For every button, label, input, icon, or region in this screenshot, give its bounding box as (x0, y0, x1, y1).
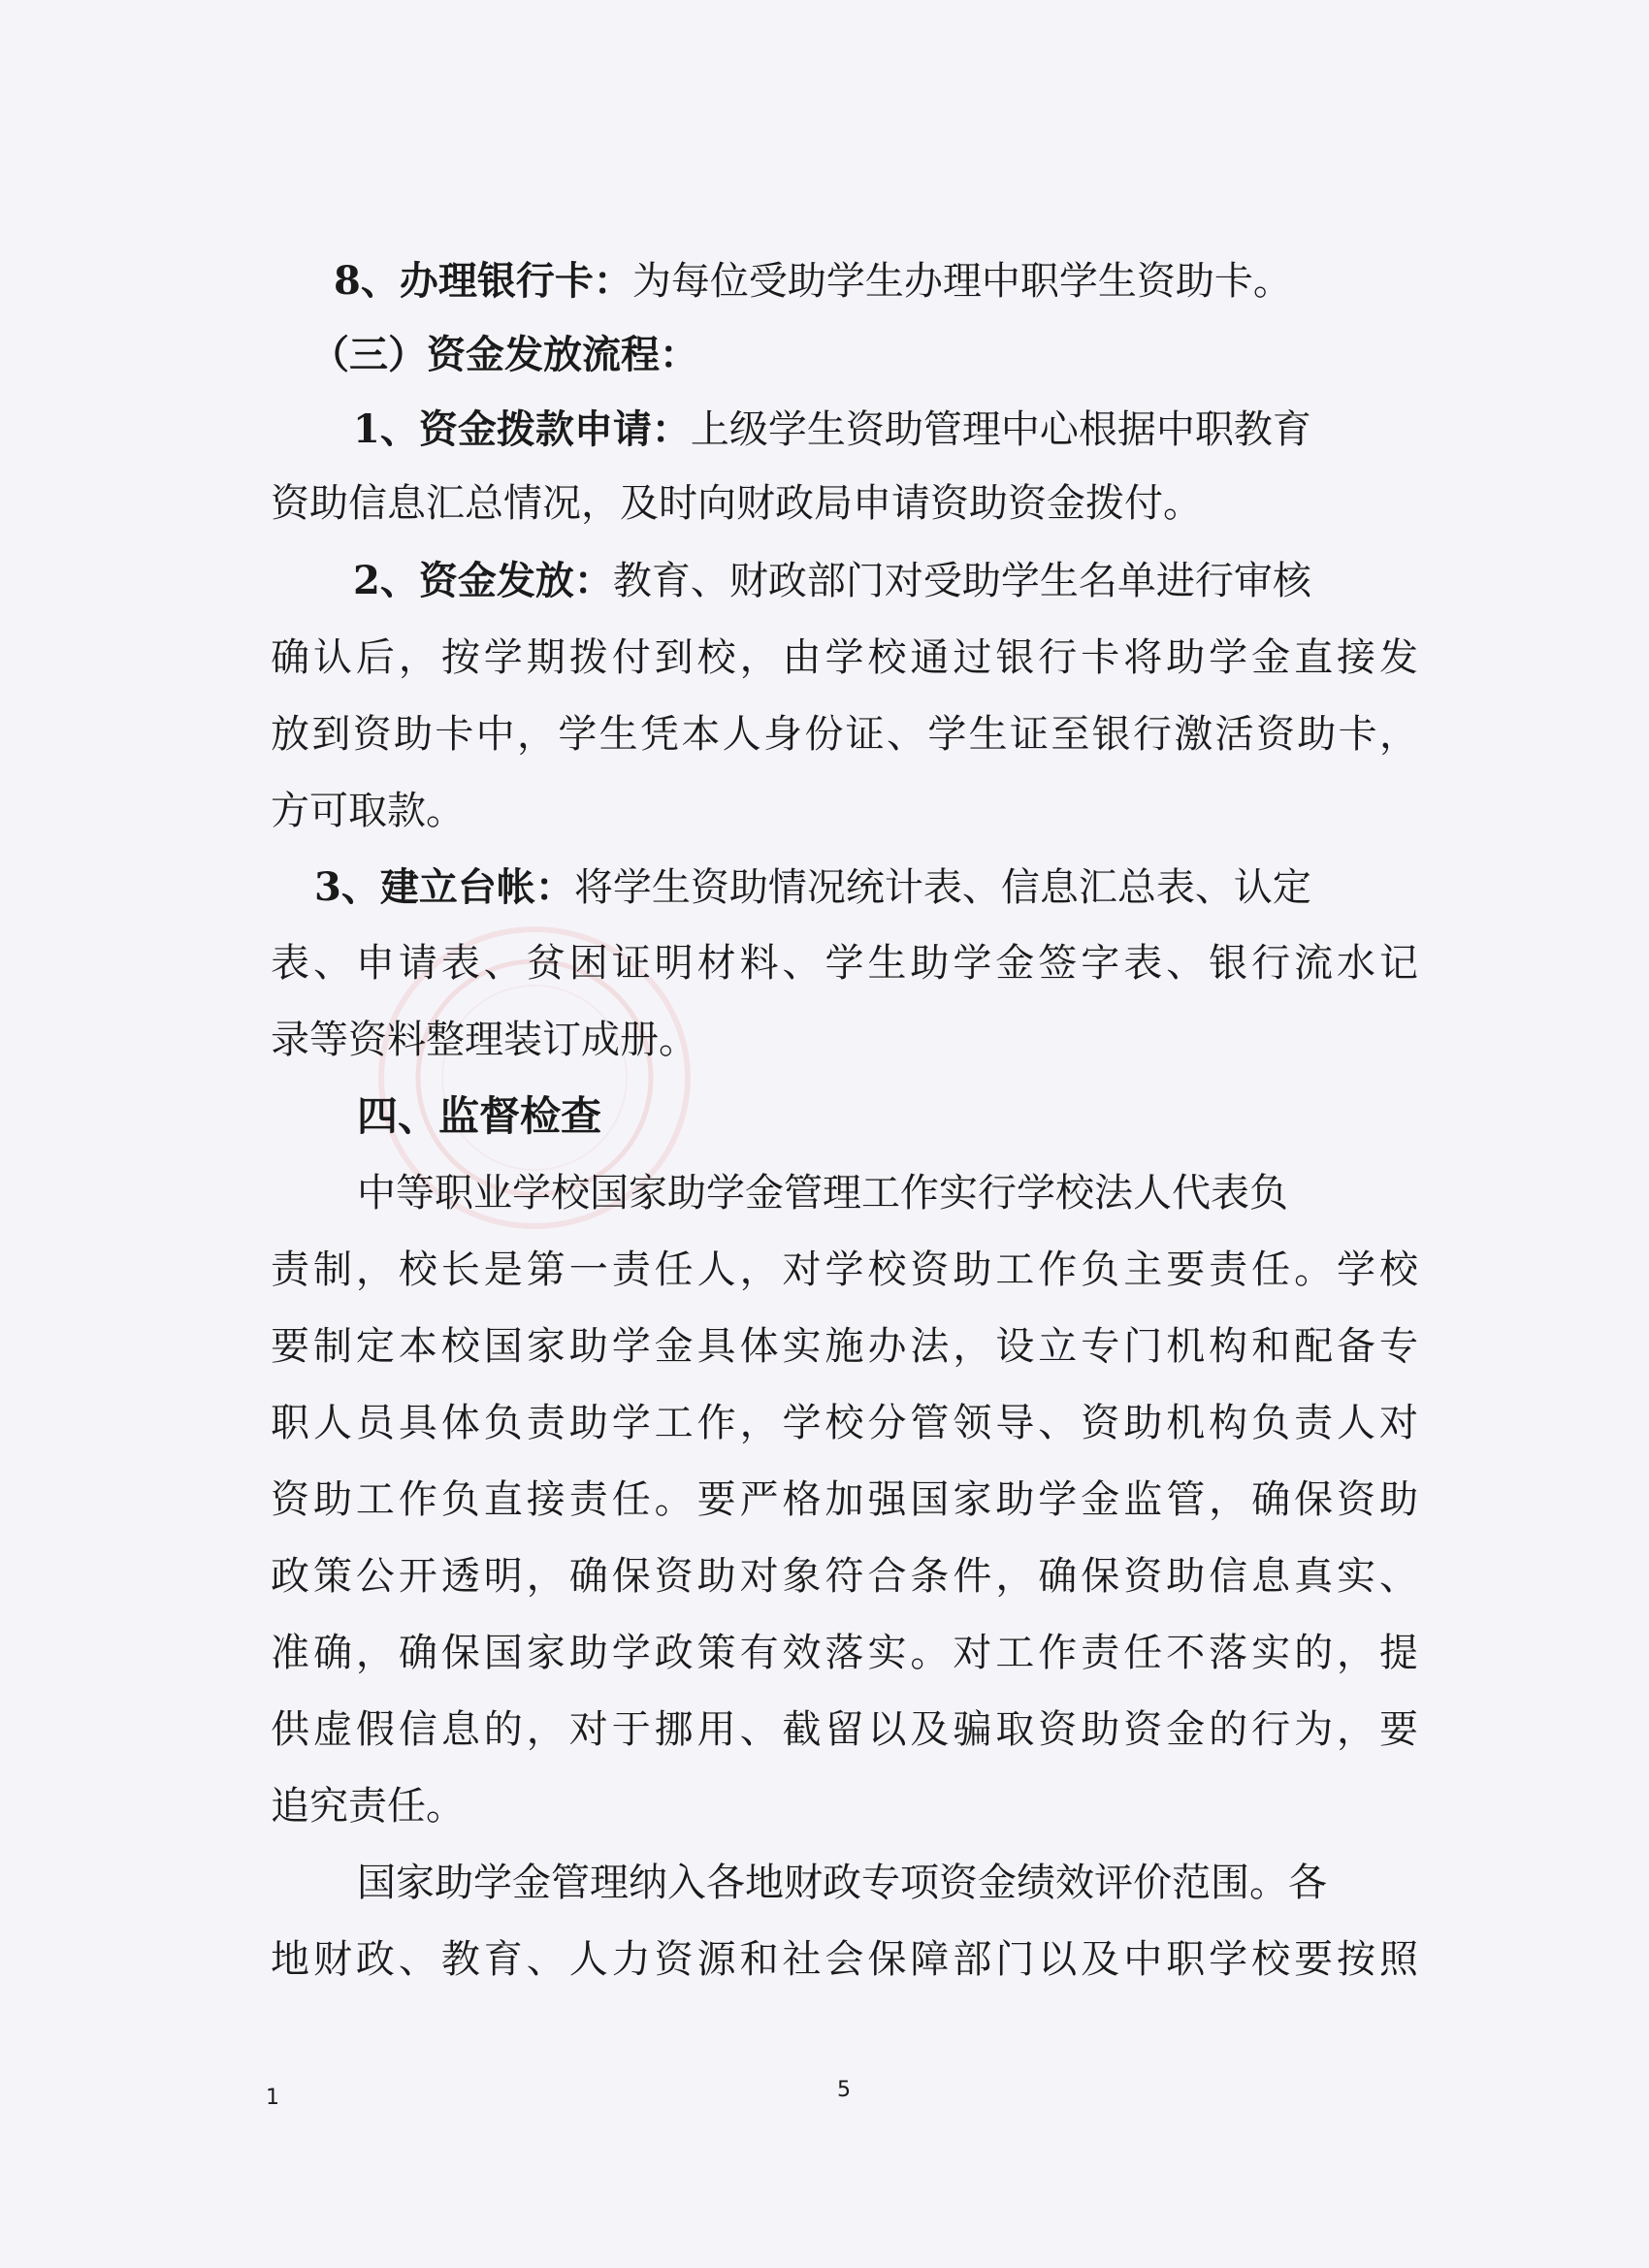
line-16: 职人员具体负责助学工作，学校分管领导、资助机构负责人对 (271, 1401, 1418, 1445)
section-heading-supervision: 四、监督检查 (357, 1092, 602, 1140)
line-11: 录等资料整理装订成册。 (271, 1018, 697, 1062)
line-17: 资助工作负直接责任。要严格加强国家助学金监管，确保资助 (271, 1477, 1418, 1522)
line-4: 资助信息汇总情况，及时向财政局申请资助资金拨付。 (271, 481, 1202, 526)
line-10: 表、申请表、贫困证明材料、学生助学金签字表、银行流水记 (271, 941, 1418, 986)
line-5-heading: 2、资金发放： (353, 558, 613, 603)
line-5 (353, 554, 1311, 608)
line-7: 放到资助卡中，学生凭本人身份证、学生证至银行激活资助卡， (271, 712, 1418, 757)
line-15: 要制定本校国家助学金具体实施办法，设立专门机构和配备专 (271, 1324, 1418, 1369)
section-heading-funds-flow: （三）资金发放流程： (310, 332, 698, 377)
line-20: 供虚假信息的，对于挪用、截留以及骗取资助资金的行为，要 (271, 1707, 1418, 1752)
line-23: 地财政、教育、人力资源和社会保障部门以及中职学校要按照 (271, 1937, 1418, 1982)
line-22: 国家助学金管理纳入各地财政专项资金绩效评价范围。各 (357, 1861, 1327, 1905)
line-3-text: 上级学生资助管理中心根据中职教育 (690, 407, 1311, 452)
line-14: 责制，校长是第一责任人，对学校资助工作负主要责任。学校 (271, 1247, 1418, 1292)
line-1-text: 为每位受助学生办理中职学生资助卡。 (631, 259, 1292, 304)
footer-left-number: 1 (266, 2086, 279, 2110)
line-3-heading: 1、资金拨款申请： (353, 406, 691, 452)
line-1 (334, 254, 1292, 308)
line-2 (310, 328, 698, 382)
line-5-text: 教育、财政部门对受助学生名单进行审核 (612, 559, 1311, 603)
line-19: 准确，确保国家助学政策有效落实。对工作责任不落实的，提 (271, 1631, 1418, 1675)
page-number: 5 (837, 2078, 851, 2102)
line-9-text: 将学生资助情况统计表、信息汇总表、认定 (573, 865, 1311, 910)
line-3 (353, 403, 1311, 457)
line-18: 政策公开透明，确保资助对象符合条件，确保资助信息真实、 (271, 1554, 1418, 1599)
line-9 (314, 860, 1311, 915)
line-6: 确认后，按学期拨付到校，由学校通过银行卡将助学金直接发 (271, 635, 1418, 680)
line-12 (357, 1089, 601, 1144)
line-9-heading: 3、建立台帐： (314, 864, 574, 910)
line-13: 中等职业学校国家助学金管理工作实行学校法人代表负 (357, 1171, 1288, 1215)
line-21: 追究责任。 (271, 1784, 465, 1829)
line-8: 方可取款。 (271, 789, 465, 833)
line-1-heading: 8、办理银行卡： (334, 258, 632, 304)
